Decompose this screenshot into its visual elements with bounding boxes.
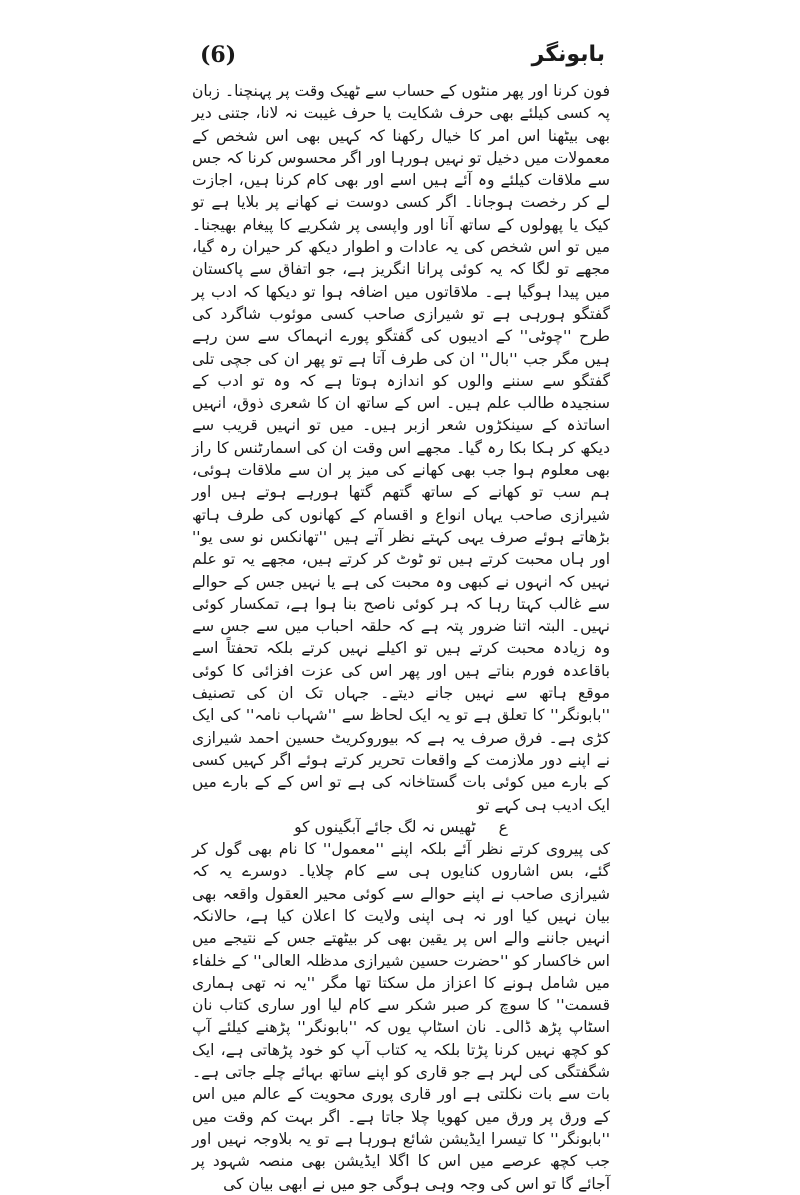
paragraph-2: کی پیروی کرتے نظر آئے بلکہ اپنے ''معمول'' کا نام بھی گول کر گئے، بس اشاروں کنایوں ہی سے کام چلایا۔ دوسرے یہ کہ شیرازی صاحب نے اپنے حوالے سے کوئی محیر العقول واقعہ بھی بیان نہیں کیا اور نہ ہی اپنی ولایت کا اعلان کیا ہے، حالانکہ انہیں جاننے والے اس پر یقین بھی کر بیٹھتے جس کے نتیجے میں اس خاکسار کو ''حضرت حسین شیرازی مدظلہ العالی'' کے خلفاء میں شامل ہونے کا اعزاز مل سکتا تھا مگر ''یہ نہ تھی ہماری قسمت'' کا سوچ کر صبر شکر سے کام لیا اور ساری کتاب نان اسٹاپ پڑھ ڈالی۔ نان اسٹاپ یوں کہ ''بابونگر'' پڑھنے کیلئے آپ کو کچھ نہیں کرنا پڑتا بلکہ یہ کتاب آپ کو خود پڑھاتی ہے، ایک شگفتگی کی لہر ہے جو قاری کو اپنے ساتھ بہائے چلے جاتی ہے۔ بات سے بات نکلتی ہے اور قاری پوری محویت کے عالم میں اس کے ورق پر ورق میں کھویا چلا جاتا ہے۔ اگر بہت کم وقت میں ''بابونگر'' کا تیسرا ایڈیشن شائع ہورہا ہے تو یہ بلاوجہ نہیں اور جب کچھ عرصے میں اس کا اگلا ایڈیشن بھی منصہ شہود پر آجائے گا تو اس کی وجہ وہی ہوگی جو میں نے ابھی بیان کی <box>192 840 610 1193</box>
page-header <box>200 40 605 74</box>
paragraph-1: فون کرنا اور پھر منٹوں کے حساب سے ٹھیک وقت پر پہنچنا۔ زبان پہ کسی کیلئے بھی حرف شکایت یا حرف غیبت نہ لانا، جتنی دیر بھی بیٹھنا اس امر کا خیال رکھنا کہ کہیں بھی اس شخص کے معمولات میں دخیل تو نہیں ہورہا اور اگر محسوس کرنا کہ جس سے ملاقات کیلئے وہ آئے ہیں اسے اور بھی کام کرنا ہیں، اجازت لے کر رخصت ہوجانا۔ اگر کسی دوست نے کھانے پر بلایا ہے تو کیک یا پھولوں کے ساتھ آنا اور واپسی پر شکریے کا پیغام بھیجنا۔ میں تو اس شخص کی یہ عادات و اطوار دیکھ کر حیران رہ گیا، مجھے تو لگا کہ یہ کوئی پرانا انگریز ہے، جو اتفاق سے پاکستان میں پیدا ہوگیا ہے۔ ملاقاتوں میں اضافہ ہوا تو دیکھا کہ ادب پر گفتگو ہورہی ہے تو شیرازی صاحب کسی موئوب شاگرد کی طرح ''چوٹی'' کے ادیبوں کی گفتگو پورے انہماک سے سن رہے ہیں مگر جب ''بال'' ان کی طرف آتا ہے تو پھر ان کی جچی تلی گفتگو سے سننے والوں کو اندازہ ہوتا ہے کہ وہ تو ادب کے سنجیدہ طالب علم ہیں۔ اس کے ساتھ ان کا شعری ذوق، انہیں اساتذہ کے سینکڑوں شعر ازبر ہیں۔ میں تو انہیں قریب سے دیکھ کر ہکا بکا رہ گیا۔ مجھے اس وقت ان کی اسمارٹنس کا راز بھی معلوم ہوا جب بھی کھانے کی میز پر ان سے ملاقات ہوئی، ہم سب تو کھانے کے ساتھ گتھم گتھا ہورہے ہوتے ہیں اور شیرازی صاحب یہاں انواع و اقسام کے کھانوں کی طرف ہاتھ بڑھاتے ہوئے صرف یہی کہتے نظر آتے ہیں ''تھانکس نو سی یو'' اور ہاں محبت کرتے ہیں تو ٹوٹ کر کرتے ہیں، مجھے یہ تو علم نہیں کہ انہوں نے کبھی وہ محبت کی ہے یا نہیں جس کے حوالے سے غالب کہتا رہا کہ ہر کوئی ناصح بنا ہوا ہے، تمکسار کوئی نہیں۔ البتہ اتنا ضرور پتہ ہے کہ حلقہ احباب میں سے جس سے وہ زیادہ محبت کرتے ہیں تو اکیلے نہیں کرتے بلکہ تحفتاً اسے باقاعدہ فورم بناتے ہیں اور پھر اس کی عزت افزائی کا کوئی موقع ہاتھ سے نہیں جانے دیتے۔ جہاں تک ان کی تصنیف ''بابونگر'' کا تعلق ہے تو یہ ایک لحاظ سے ''شہاب نامہ'' کی ایک کڑی ہے۔ فرق صرف یہ ہے کہ بیوروکریٹ حسین احمد شیرازی نے اپنے دور ملازمت کے واقعات تحریر کرتے ہوئے اگر کہیں کسی کے بارے میں کوئی بات گستاخانہ کی ہے تو اس کے کے بارے میں ایک ادیب ہی کہے تو <box>192 82 610 814</box>
page-number: (6) <box>200 42 237 68</box>
running-title: بابونگر <box>531 42 605 67</box>
body-text <box>192 80 610 1193</box>
verse-quote <box>192 816 610 838</box>
verse-mark: ع <box>498 817 508 836</box>
verse-line: ٹھیس نہ لگ جائے آبگینوں کو <box>294 817 476 836</box>
